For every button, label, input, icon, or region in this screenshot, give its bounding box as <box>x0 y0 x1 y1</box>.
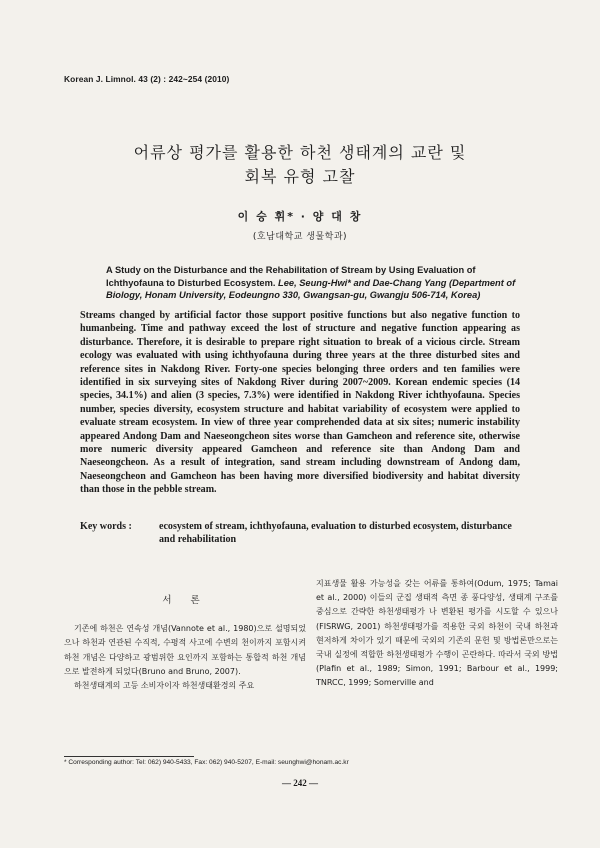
left-paragraph-2: 하천생태계의 고등 소비자이자 하천생태환경의 주요 <box>74 681 255 691</box>
left-paragraph-1: 기존에 하천은 연속성 개념(Vannote et al., 1980)으로 설명되었으나 하천과 연관된 수직적, 수평적 사고에 수변의 천이까지 포함시켜 하천 개념은 다양하고 광범위한 요인까지 포함하는 통합적 하천 개념으로 발전하게 되었다(Bruno and Bruno, 2007). <box>64 624 306 676</box>
journal-citation: Korean J. Limnol. 43 (2) : 242~254 (2010) <box>64 74 230 84</box>
keywords-text: ecosystem of stream, ichthyofauna, evaluation to disturbed ecosystem, disturbance and rehabilitation <box>159 521 512 546</box>
korean-authors: 이 승 휘* · 양 대 창 <box>237 210 363 223</box>
right-paragraph-1: 지표생물 활용 가능성을 갖는 어류를 통하여(Odum, 1975; Tamai et al., 2000) 이들의 군집 생태적 측면 종 풍다양성, 생태계 구조를 중심으로 간략한 하천생태평가 나 변환된 평가를 시도할 수 있으나(FISRWG, 2001) 하천생태평가를 적용한 국외 하천이 국내 하천과 현저하게 차이가 있기 때문에 국외의 기존의 문헌 및 방법론만으로는 국내 실정에 적합한 하천생태평가 수행이 곤란하다. 따라서 국외 방법(Plafin et al., 1989; Simon, 1991; Barbour et al., 1999; TNRCC, 1999; Somerville and <box>316 579 558 688</box>
footnote-divider <box>64 756 194 757</box>
footnote: * Corresponding author: Tel: 062) 940-5433, Fax: 062) 940-5207, E-mail: seunghwi@honam.ac.kr <box>64 759 349 766</box>
section-title-introduction: 서 론 <box>162 595 208 606</box>
korean-title-line-1: 어류상 평가를 활용한 하천 생태계의 교란 및 <box>133 143 467 162</box>
english-authors: Lee, Seung-Hwi* and Dae-Chang Yang <box>278 277 447 288</box>
korean-title <box>60 141 540 189</box>
english-title: A Study on the Disturbance and the Rehabilitation of Stream by Using Evaluation of Ichthyofauna to Disturbed Ecosystem. <box>106 265 476 288</box>
left-column <box>64 582 306 693</box>
right-column <box>316 577 558 691</box>
english-title-block <box>106 264 516 302</box>
english-affiliation: (Department of Biology, Honam University, Eodeungno 330, Gwangsan-gu, Gwangju 506-714, Korea) <box>106 277 516 301</box>
page-number: — 242 — <box>282 778 318 788</box>
keywords-label: Key words : <box>80 521 132 532</box>
korean-title-line-2: 회복 유형 고찰 <box>244 167 356 186</box>
abstract: Streams changed by artificial factor those support positive functions but also negative function to humanbeing. Time and pathway exceed the lost of structure and negative function appearing as disturbance. Therefore, it is desirable to prepare right situation to break of a vicious circle. Stream ecology was evaluated with using ichthyofauna during three years at the three disturbed sites and reference sites in Nakdong River. Forty-one species belonging three orders and ten families were identified in six surveying sites of Nakdong River during 2007~2009. Korean endemic species (14 species, 34.1%) and alien (3 species, 7.3%) were identified in Nakdong River ichthyofauna. Species number, species diversity, ecosystem structure and habitat variability of ecosystem were applied to evaluate stream ecosystem. In view of three year comprehended data at six sites; numeric instability appeared Andong Dam and Naeseongcheon sites worse than Gamcheon and reference site, otherwise more numeric diversity appeared Gamcheon and reference site than Andong Dam and Naeseongcheon. As a result of integration, sand stream including downstream of Andong dam, Naeseongcheon and Gamcheon has been having more diversified biodiversity and habitat diversity than those in the pebble stream. <box>80 310 520 496</box>
keywords <box>80 520 520 547</box>
korean-affiliation: (호남대학교 생물학과) <box>252 232 348 242</box>
